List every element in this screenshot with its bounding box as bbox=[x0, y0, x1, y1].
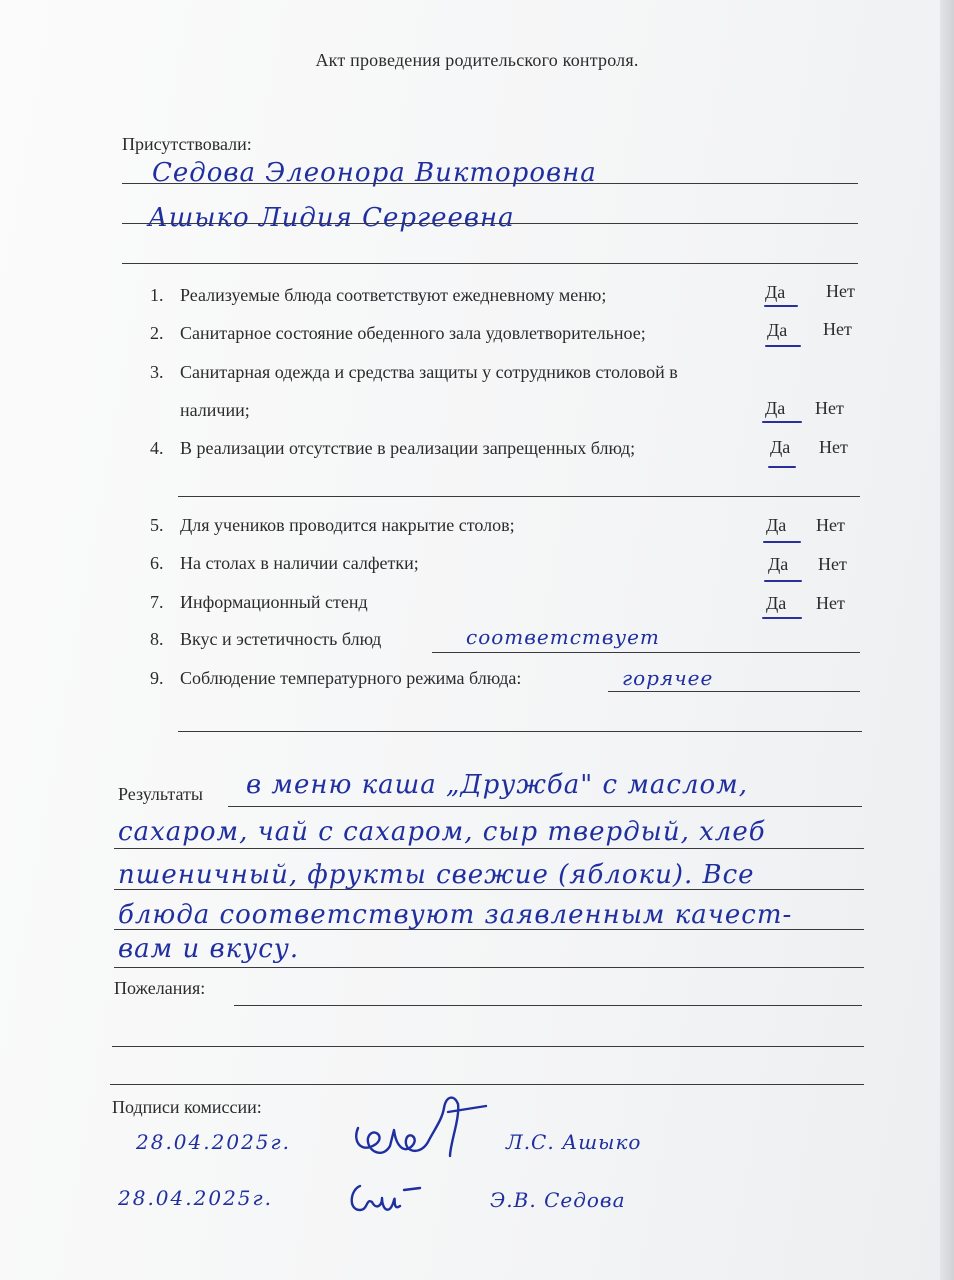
attendees-label: Присутствовали: bbox=[122, 134, 252, 154]
item-text: Санитарное состояние обеденного зала удовлетворительное; bbox=[180, 323, 646, 343]
item-text: Вкус и эстетичность блюд bbox=[180, 629, 382, 649]
taste-line bbox=[432, 652, 860, 653]
item-number: 8. bbox=[150, 629, 164, 649]
answer-yes-mark bbox=[762, 617, 802, 619]
answer-no: Нет bbox=[818, 554, 847, 574]
taste-value: соответствует bbox=[466, 625, 660, 649]
item-number: 3. bbox=[150, 362, 164, 382]
answer-yes: Да bbox=[765, 282, 786, 302]
wishes-label: Пожелания: bbox=[114, 978, 206, 998]
results-rule-1 bbox=[228, 806, 862, 807]
results-label: Результаты bbox=[118, 784, 203, 804]
item-text: В реализации отсутствие в реализации запрещенных блюд; bbox=[180, 438, 636, 458]
signature-name-1: Л.С. Ашыко bbox=[506, 1130, 642, 1154]
answer-no: Нет bbox=[823, 319, 852, 339]
item-number: 9. bbox=[150, 668, 164, 688]
temperature-value: горячее bbox=[622, 666, 714, 690]
item-number: 2. bbox=[150, 323, 164, 343]
item-text: На столах в наличии салфетки; bbox=[180, 553, 419, 573]
results-line-1: в меню каша „Дружба" с маслом, bbox=[246, 770, 748, 800]
attendee-line-3 bbox=[122, 263, 858, 264]
answer-no: Нет bbox=[815, 398, 844, 418]
results-line-5: вам и вкусу. bbox=[118, 934, 300, 964]
item-number: 1. bbox=[150, 285, 164, 305]
attendee-name-2: Ашыко Лидия Сергеевна bbox=[148, 203, 515, 233]
answer-yes-mark bbox=[763, 541, 801, 543]
signature-date-1: 28.04.2025г. bbox=[136, 1130, 291, 1154]
item-number: 7. bbox=[150, 592, 164, 612]
signatures-label: Подписи комиссии: bbox=[112, 1097, 262, 1117]
answer-yes-mark bbox=[765, 345, 801, 347]
results-line-3: пшеничный, фрукты свежие (яблоки). Все bbox=[118, 860, 755, 890]
temperature-line bbox=[608, 691, 860, 692]
item-text: Для учеников проводится накрытие столов; bbox=[180, 515, 515, 535]
wishes-rule-2 bbox=[112, 1046, 864, 1047]
signature-name-2: Э.В. Седова bbox=[490, 1188, 626, 1212]
answer-yes-mark bbox=[768, 466, 796, 468]
document-title: Акт проведения родительского контроля. bbox=[315, 50, 639, 70]
wishes-rule-3 bbox=[110, 1084, 864, 1085]
attendee-name-1: Седова Элеонора Викторовна bbox=[152, 158, 597, 188]
answer-yes: Да bbox=[767, 320, 788, 340]
answer-yes: Да bbox=[768, 554, 789, 574]
item-blank-line bbox=[178, 496, 860, 497]
item-text: Реализуемые блюда соответствуют ежедневному меню; bbox=[180, 285, 607, 305]
item-text-continuation: наличии; bbox=[180, 400, 250, 420]
answer-no: Нет bbox=[826, 281, 855, 301]
answer-yes: Да bbox=[770, 437, 791, 457]
answer-yes: Да bbox=[766, 515, 787, 535]
attendee-line-2 bbox=[122, 223, 858, 224]
item-text: Соблюдение температурного режима блюда: bbox=[180, 668, 522, 688]
item-number: 5. bbox=[150, 515, 164, 535]
page-edge-shadow bbox=[940, 0, 954, 1280]
answer-yes-mark bbox=[764, 580, 802, 582]
wishes-rule-1 bbox=[234, 1005, 862, 1006]
answer-yes: Да bbox=[765, 398, 786, 418]
item-text: Информационный стенд bbox=[180, 592, 368, 612]
answer-yes-mark bbox=[764, 305, 798, 307]
signature-date-2: 28.04.2025г. bbox=[118, 1186, 273, 1210]
temperature-blank-line bbox=[178, 731, 862, 732]
answer-yes: Да bbox=[766, 593, 787, 613]
answer-yes-mark bbox=[762, 421, 802, 423]
results-line-2: сахаром, чай с сахаром, сыр твердый, хлеб bbox=[118, 817, 766, 847]
answer-no: Нет bbox=[816, 515, 845, 535]
results-rule-2 bbox=[114, 848, 864, 849]
answer-no: Нет bbox=[819, 437, 848, 457]
results-rule-3 bbox=[114, 889, 864, 890]
item-number: 4. bbox=[150, 438, 164, 458]
item-number: 6. bbox=[150, 553, 164, 573]
answer-no: Нет bbox=[816, 593, 845, 613]
signature-scribble-1 bbox=[350, 1090, 490, 1170]
item-text: Санитарная одежда и средства защиты у сотрудников столовой в bbox=[180, 362, 678, 382]
attendee-line-1 bbox=[122, 183, 858, 184]
results-line-4: блюда соответствуют заявленным качест- bbox=[118, 900, 793, 930]
results-rule-5 bbox=[114, 967, 864, 968]
results-rule-4 bbox=[114, 929, 864, 930]
signature-scribble-2 bbox=[346, 1176, 426, 1220]
